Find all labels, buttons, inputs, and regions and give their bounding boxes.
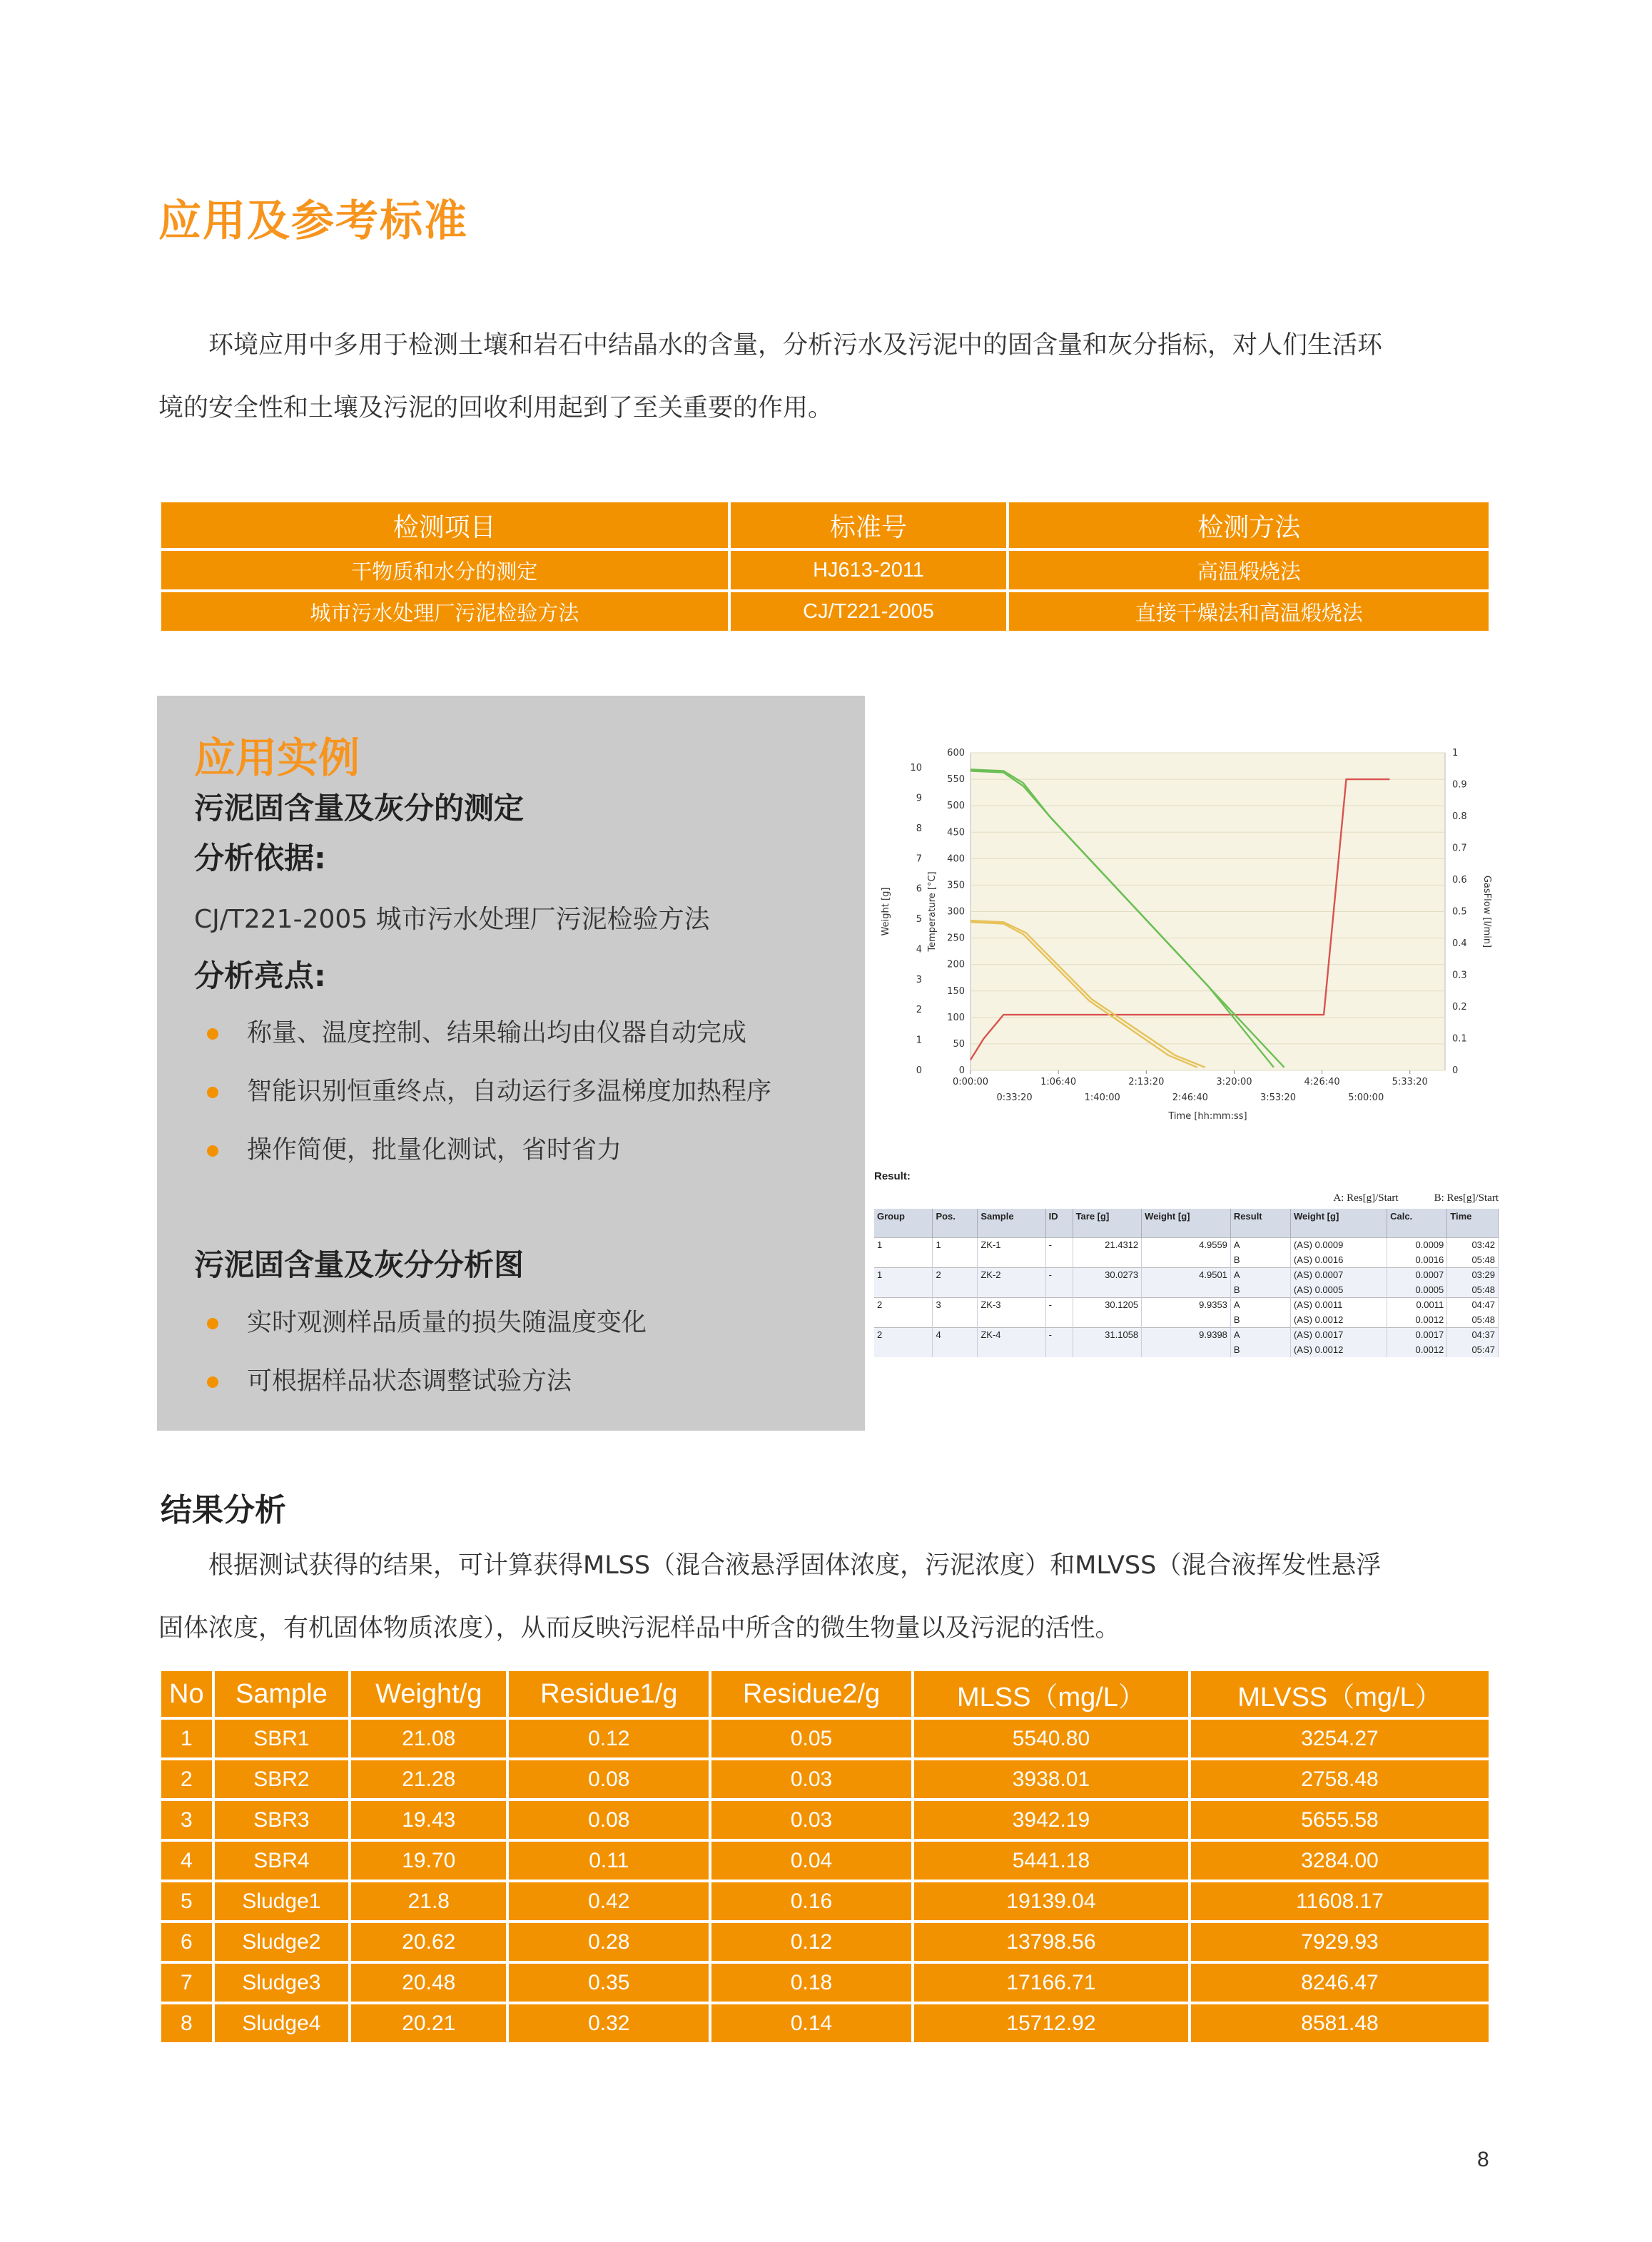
x-tick-label: 3:53:20 (1260, 1092, 1297, 1103)
table-cell (874, 1252, 933, 1267)
results-header-cell: Residue2/g (711, 1671, 911, 1717)
gasflow-tick-label: 0.7 (1452, 843, 1467, 854)
weight-tick-label: 6 (916, 883, 922, 895)
weight-tick-label: 9 (916, 793, 922, 804)
table-cell: 21.8 (351, 1882, 506, 1920)
temp-tick-label: 600 (947, 748, 965, 759)
x-tick-label: 2:46:40 (1172, 1092, 1208, 1103)
table-cell (1073, 1252, 1142, 1267)
table-cell (874, 1312, 933, 1327)
table-cell: 2 (933, 1267, 978, 1282)
table-cell: 15712.92 (914, 2004, 1188, 2042)
page-number: 8 (1477, 2148, 1489, 2171)
table-cell: 直接干燥法和高温煅烧法 (1009, 592, 1489, 631)
gasflow-tick-label: 0.3 (1452, 970, 1467, 981)
table-cell: 05:48 (1447, 1282, 1499, 1297)
weight-tick-label: 2 (916, 1005, 922, 1016)
analysis-paragraph (158, 1534, 1493, 1660)
gasflow-tick-label: 0.1 (1452, 1033, 1467, 1045)
weight-tick-label: 5 (916, 914, 922, 925)
gasflow-tick-label: 0.2 (1452, 1002, 1467, 1013)
result-header-cell: ID (1045, 1209, 1073, 1237)
table-cell: 2 (874, 1327, 933, 1342)
temp-tick-label: 250 (947, 933, 965, 944)
basis-heading: 分析依据: (194, 841, 326, 876)
table-cell (1045, 1252, 1073, 1267)
table-cell: 3254.27 (1191, 1720, 1489, 1757)
table-cell (933, 1282, 978, 1297)
table-cell: 0.0012 (1387, 1342, 1447, 1357)
table-cell: 9.9398 (1142, 1327, 1231, 1342)
temp-tick-label: 150 (947, 985, 965, 997)
table-cell: - (1045, 1237, 1073, 1252)
table-cell (1073, 1282, 1142, 1297)
table-cell: SBR4 (215, 1842, 348, 1880)
table-cell: 0.03 (711, 1801, 911, 1839)
table-cell: 0.05 (711, 1720, 911, 1757)
table-cell (874, 1342, 933, 1357)
table-cell: 19.70 (351, 1842, 506, 1880)
gasflow-tick-label: 0.8 (1452, 811, 1467, 822)
gasflow-tick-label: 0.5 (1452, 906, 1467, 918)
temp-tick-label: 100 (947, 1012, 965, 1023)
table-cell: 5540.80 (914, 1720, 1188, 1757)
x-tick-label: 5:33:20 (1392, 1077, 1428, 1087)
result-table (874, 1209, 1499, 1357)
table-cell: Sludge1 (215, 1882, 348, 1920)
table-cell: 城市污水处理厂污泥检验方法 (161, 592, 728, 631)
table-row (161, 1882, 1489, 1920)
std-header-number: 标准号 (731, 502, 1007, 548)
weight-tick-label: 0 (916, 1065, 922, 1076)
table-cell: 31.1058 (1073, 1327, 1142, 1342)
table-cell: B (1230, 1312, 1290, 1327)
table-cell: 05:48 (1447, 1252, 1499, 1267)
table-cell: 0.35 (509, 1964, 709, 2002)
table-row (161, 2004, 1489, 2042)
note-a: A: Res[g]/Start (1333, 1192, 1399, 1204)
table-cell: (AS) 0.0012 (1290, 1342, 1387, 1357)
table-cell: 2 (161, 1760, 212, 1798)
table-row (874, 1342, 1499, 1357)
y-axis-label-temperature: Temperature [°C] (927, 871, 938, 952)
table-cell: 5441.18 (914, 1842, 1188, 1880)
table-cell: ZK-1 (978, 1237, 1045, 1252)
y-axis-label-gasflow: GasFlow [l/min] (1481, 875, 1492, 948)
table-cell (978, 1312, 1045, 1327)
table-cell: 3938.01 (914, 1760, 1188, 1798)
temp-tick-label: 0 (958, 1065, 965, 1076)
table-row (874, 1297, 1499, 1312)
basis-text: CJ/T221-2005 城市污水处理厂污泥检验方法 (194, 905, 710, 934)
table-cell (978, 1282, 1045, 1297)
table-cell: A (1230, 1327, 1290, 1342)
table-cell: 8 (161, 2004, 212, 2042)
analysis-line-2: 固体浓度，有机固体物质浓度），从而反映污泥样品中所含的微生物量以及污泥的活性。 (158, 1614, 1120, 1643)
result-header-cell: Weight [g] (1142, 1209, 1231, 1237)
x-tick-label: 1:06:40 (1040, 1077, 1077, 1087)
table-cell: 21.28 (351, 1760, 506, 1798)
table-cell: ZK-4 (978, 1327, 1045, 1342)
table-cell: 04:47 (1447, 1297, 1499, 1312)
table-cell: 1 (933, 1237, 978, 1252)
x-tick-label: 1:40:00 (1084, 1092, 1120, 1103)
table-row (161, 1964, 1489, 2002)
table-cell (1142, 1282, 1231, 1297)
table-cell: ZK-3 (978, 1297, 1045, 1312)
x-tick-label: 3:20:00 (1216, 1077, 1252, 1087)
std-header-method: 检测方法 (1009, 502, 1489, 548)
result-block (874, 1170, 1499, 1357)
temp-tick-label: 400 (947, 853, 965, 865)
table-cell: 0.0007 (1387, 1267, 1447, 1282)
standards-table (158, 499, 1491, 634)
temp-tick-label: 50 (953, 1038, 965, 1050)
table-cell: 2 (874, 1297, 933, 1312)
x-tick-label: 5:00:00 (1348, 1092, 1384, 1103)
table-cell: CJ/T221-2005 (731, 592, 1007, 631)
bullet-dot-icon (207, 1145, 218, 1157)
list-item: 称量、温度控制、结果输出均由仪器自动完成 (207, 1013, 746, 1049)
x-axis-label: Time [hh:mm:ss] (1168, 1111, 1247, 1122)
table-cell: Sludge2 (215, 1923, 348, 1961)
table-cell: 30.1205 (1073, 1297, 1142, 1312)
x-tick-label: 0:33:20 (996, 1092, 1033, 1103)
table-cell: 3 (161, 1801, 212, 1839)
table-cell: 0.0016 (1387, 1252, 1447, 1267)
table-row (874, 1312, 1499, 1327)
table-cell: A (1230, 1237, 1290, 1252)
table-cell: (AS) 0.0007 (1290, 1267, 1387, 1282)
intro-line-1: 环境应用中多用于检测土壤和岩石中结晶水的含量，分析污水及污泥中的固含量和灰分指标，对人们生活环 (208, 331, 1383, 360)
table-cell: 5 (161, 1882, 212, 1920)
table-cell: 21.4312 (1073, 1237, 1142, 1252)
tga-chart (871, 742, 1499, 1142)
table-row (874, 1327, 1499, 1342)
table-cell: 17166.71 (914, 1964, 1188, 2002)
bullet-dot-icon (207, 1376, 218, 1388)
results-header-cell: Weight/g (351, 1671, 506, 1717)
table-cell: 4 (161, 1842, 212, 1880)
bullet-dot-icon (207, 1318, 218, 1329)
result-header-cell: Calc. (1387, 1209, 1447, 1237)
std-header-item: 检测项目 (161, 502, 728, 548)
table-cell: 0.0011 (1387, 1297, 1447, 1312)
result-header-cell: Weight [g] (1290, 1209, 1387, 1237)
table-cell (1142, 1342, 1231, 1357)
table-cell: (AS) 0.0016 (1290, 1252, 1387, 1267)
table-row (161, 1923, 1489, 1961)
table-cell: 20.62 (351, 1923, 506, 1961)
table-cell: 20.48 (351, 1964, 506, 2002)
table-cell: 4.9501 (1142, 1267, 1231, 1282)
gasflow-tick-label: 0.4 (1452, 938, 1467, 949)
table-cell: Sludge4 (215, 2004, 348, 2042)
table-row (874, 1252, 1499, 1267)
result-header-cell: Group (874, 1209, 933, 1237)
results-table (158, 1668, 1491, 2045)
result-header-cell: Sample (978, 1209, 1045, 1237)
table-cell: 0.04 (711, 1842, 911, 1880)
temp-tick-label: 300 (947, 906, 965, 918)
table-cell (933, 1312, 978, 1327)
x-tick-label: 4:26:40 (1304, 1077, 1340, 1087)
table-cell: (AS) 0.0005 (1290, 1282, 1387, 1297)
table-cell: B (1230, 1252, 1290, 1267)
table-row (874, 1282, 1499, 1297)
table-cell: 6 (161, 1923, 212, 1961)
table-cell: (AS) 0.0011 (1290, 1297, 1387, 1312)
table-cell: - (1045, 1327, 1073, 1342)
bullet-dot-icon (207, 1028, 218, 1040)
x-tick-label: 2:13:20 (1128, 1077, 1165, 1087)
table-cell: Sludge3 (215, 1964, 348, 2002)
table-cell: A (1230, 1297, 1290, 1312)
table-cell: 13798.56 (914, 1923, 1188, 1961)
table-cell: 0.0012 (1387, 1312, 1447, 1327)
table-cell: 21.08 (351, 1720, 506, 1757)
table-cell: 0.32 (509, 2004, 709, 2042)
result-header-cell: Pos. (933, 1209, 978, 1237)
table-cell: (AS) 0.0012 (1290, 1312, 1387, 1327)
example-subtitle: 污泥固含量及灰分的测定 (194, 791, 525, 826)
table-cell: 03:29 (1447, 1267, 1499, 1282)
table-cell: 0.0017 (1387, 1327, 1447, 1342)
table-cell: 1 (161, 1720, 212, 1757)
table-cell (874, 1282, 933, 1297)
table-cell (1073, 1312, 1142, 1327)
table-cell (1142, 1252, 1231, 1267)
weight-tick-label: 10 (910, 763, 922, 774)
table-row (161, 1842, 1489, 1880)
temp-tick-label: 450 (947, 827, 965, 838)
temp-tick-label: 350 (947, 880, 965, 891)
table-cell: (AS) 0.0017 (1290, 1327, 1387, 1342)
temp-tick-label: 500 (947, 801, 965, 812)
table-cell (1045, 1342, 1073, 1357)
table-row (874, 1237, 1499, 1252)
table-cell: 7929.93 (1191, 1923, 1489, 1961)
list-item: 实时观测样品质量的损失随温度变化 (207, 1303, 647, 1339)
table-row (874, 1267, 1499, 1282)
result-ab-notes (874, 1192, 1499, 1204)
list-item: 操作简便，批量化测试，省时省力 (207, 1130, 622, 1166)
table-cell (1073, 1342, 1142, 1357)
table-cell: 0.18 (711, 1964, 911, 2002)
table-cell: 05:48 (1447, 1312, 1499, 1327)
table-row (161, 551, 1489, 589)
result-label: Result: (874, 1170, 911, 1182)
table-cell: 4 (933, 1327, 978, 1342)
table-cell: 05:47 (1447, 1342, 1499, 1357)
weight-tick-label: 8 (916, 823, 922, 834)
table-cell: B (1230, 1342, 1290, 1357)
table-cell: - (1045, 1267, 1073, 1282)
table-cell (1045, 1312, 1073, 1327)
table-cell: 19.43 (351, 1801, 506, 1839)
chart-heading: 污泥固含量及灰分分析图 (194, 1247, 525, 1282)
weight-tick-label: 7 (916, 853, 922, 865)
table-cell: (AS) 0.0009 (1290, 1237, 1387, 1252)
table-cell (978, 1252, 1045, 1267)
note-b: B: Res[g]/Start (1434, 1192, 1499, 1204)
table-cell: 8581.48 (1191, 2004, 1489, 2042)
table-cell: SBR3 (215, 1801, 348, 1839)
table-cell: - (1045, 1297, 1073, 1312)
table-cell: 干物质和水分的测定 (161, 551, 728, 589)
table-cell: 03:42 (1447, 1237, 1499, 1252)
bullet-dot-icon (207, 1087, 218, 1098)
table-cell (978, 1342, 1045, 1357)
temp-tick-label: 200 (947, 959, 965, 970)
table-cell: SBR1 (215, 1720, 348, 1757)
table-cell (1142, 1312, 1231, 1327)
table-cell: ZK-2 (978, 1267, 1045, 1282)
example-title: 应用实例 (194, 734, 360, 782)
table-row (161, 592, 1489, 631)
results-header-cell: No (161, 1671, 212, 1717)
table-row (161, 1760, 1489, 1798)
results-header-cell: MLSS（mg/L） (914, 1671, 1188, 1717)
table-row (161, 1801, 1489, 1839)
table-cell: 0.28 (509, 1923, 709, 1961)
table-cell: SBR2 (215, 1760, 348, 1798)
table-cell: 5655.58 (1191, 1801, 1489, 1839)
analysis-line-1: 根据测试获得的结果，可计算获得MLSS（混合液悬浮固体浓度，污泥浓度）和MLVSS（混合液挥发性悬浮 (208, 1551, 1382, 1580)
intro-paragraph (158, 314, 1493, 440)
table-cell: 8246.47 (1191, 1964, 1489, 2002)
list-item: 智能识别恒重终点，自动运行多温梯度加热程序 (207, 1072, 771, 1107)
table-cell: 3 (933, 1297, 978, 1312)
result-header-cell: Tare [g] (1073, 1209, 1142, 1237)
table-cell: 0.08 (509, 1760, 709, 1798)
table-cell: 0.08 (509, 1801, 709, 1839)
gasflow-tick-label: 0.6 (1452, 875, 1467, 886)
table-cell: 9.9353 (1142, 1297, 1231, 1312)
section-title: 应用及参考标准 (158, 196, 468, 246)
table-cell: 0.14 (711, 2004, 911, 2042)
gasflow-tick-label: 0 (1452, 1065, 1459, 1076)
table-cell: 4.9559 (1142, 1237, 1231, 1252)
weight-tick-label: 3 (916, 974, 922, 985)
table-cell: 0.42 (509, 1882, 709, 1920)
table-cell: 11608.17 (1191, 1882, 1489, 1920)
table-cell: 19139.04 (914, 1882, 1188, 1920)
table-cell: 高温煅烧法 (1009, 551, 1489, 589)
intro-line-2: 境的安全性和土壤及污泥的回收利用起到了至关重要的作用。 (158, 394, 833, 422)
table-cell: 0.12 (509, 1720, 709, 1757)
analysis-title: 结果分析 (161, 1492, 286, 1528)
table-cell (1045, 1282, 1073, 1297)
table-cell: A (1230, 1267, 1290, 1282)
table-cell: 3284.00 (1191, 1842, 1489, 1880)
table-cell (933, 1252, 978, 1267)
gasflow-tick-label: 1 (1452, 748, 1459, 759)
table-cell: 04:37 (1447, 1327, 1499, 1342)
table-cell: 0.11 (509, 1842, 709, 1880)
table-cell: 0.12 (711, 1923, 911, 1961)
table-cell: 0.0005 (1387, 1282, 1447, 1297)
table-cell: B (1230, 1282, 1290, 1297)
weight-tick-label: 4 (916, 944, 922, 955)
table-cell: 0.16 (711, 1882, 911, 1920)
table-cell: 7 (161, 1964, 212, 2002)
results-header-cell: Residue1/g (509, 1671, 709, 1717)
y-axis-label-weight: Weight [g] (881, 887, 891, 936)
table-cell (933, 1342, 978, 1357)
weight-tick-label: 1 (916, 1035, 922, 1046)
table-cell: 1 (874, 1237, 933, 1252)
results-header-cell: MLVSS（mg/L） (1191, 1671, 1489, 1717)
list-item: 可根据样品状态调整试验方法 (207, 1361, 572, 1397)
gasflow-tick-label: 0.9 (1452, 779, 1467, 791)
table-cell: 3942.19 (914, 1801, 1188, 1839)
result-header-cell: Time (1447, 1209, 1499, 1237)
table-cell: 30.0273 (1073, 1267, 1142, 1282)
result-header-cell: Result (1230, 1209, 1290, 1237)
table-cell: 0.03 (711, 1760, 911, 1798)
table-cell: 0.0009 (1387, 1237, 1447, 1252)
temp-tick-label: 550 (947, 774, 965, 786)
table-row (161, 1720, 1489, 1757)
table-cell: 2758.48 (1191, 1760, 1489, 1798)
highlights-heading: 分析亮点: (194, 958, 326, 993)
table-cell: HJ613-2011 (731, 551, 1007, 589)
results-header-cell: Sample (215, 1671, 348, 1717)
table-cell: 20.21 (351, 2004, 506, 2042)
x-tick-label: 0:00:00 (952, 1077, 989, 1087)
table-cell: 1 (874, 1267, 933, 1282)
